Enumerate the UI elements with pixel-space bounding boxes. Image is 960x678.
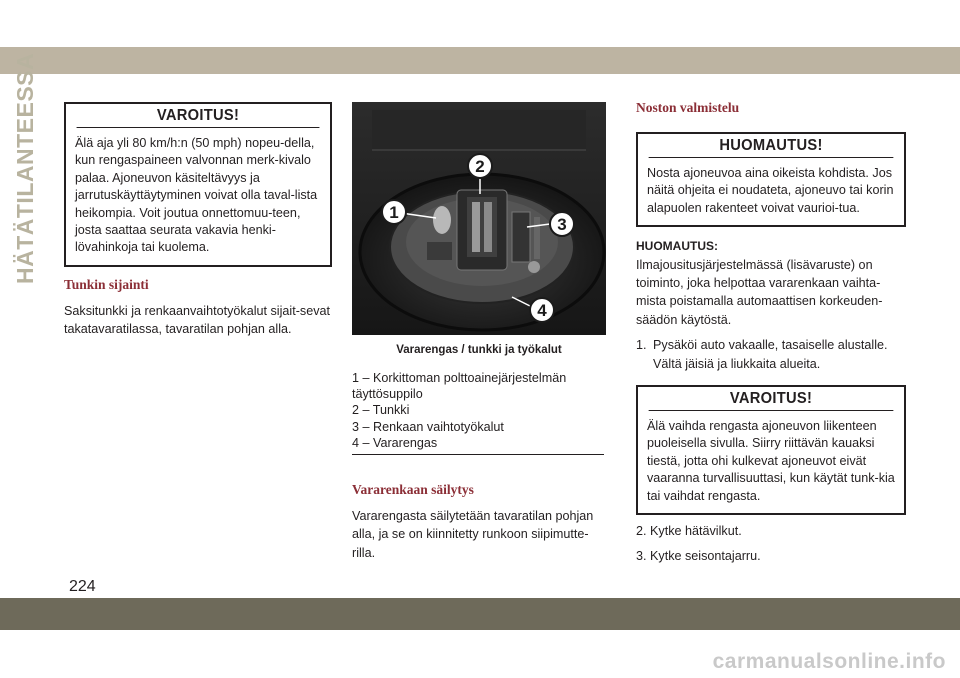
step-3: 3. Kytke seisontajarru. <box>636 548 761 563</box>
notice-title: HUOMAUTUS! <box>649 134 894 158</box>
spare-tire-illustration <box>352 102 606 335</box>
step-1-number: 1. <box>636 338 647 353</box>
callout-2 <box>468 154 492 178</box>
header-band <box>0 47 960 74</box>
jack-location-paragraph: Saksitunkki ja renkaanvaihtotyökalut sijait-sevat takatavaratilassa, tavaratilan pohjan alla. <box>64 303 330 337</box>
watermark: carmanualsonline.info <box>712 650 946 673</box>
section-heading-spare-storage: Vararenkaan säilytys <box>352 482 474 497</box>
svg-text:2: 2 <box>475 157 485 176</box>
legend-item: 3 – Renkaan vaihtotyökalut <box>352 419 504 434</box>
warning-title: VAROITUS! <box>77 104 320 128</box>
step-1-text: Pysäköi auto vakaalle, tasaiselle alustalle. Vältä jäisiä ja liukkaita alueita. <box>653 338 888 371</box>
legend-item: 1 – Korkittoman polttoainejärjestelmän täyttösuppilo <box>352 371 567 402</box>
warning-title-roadside: VAROITUS! <box>649 387 894 411</box>
svg-text:3: 3 <box>557 215 567 234</box>
step-1 <box>636 336 906 373</box>
callout-4 <box>530 298 554 322</box>
section-heading-jack-location: Tunkin sijainti <box>64 276 149 292</box>
page-number: 224 <box>69 578 96 595</box>
warning-box <box>64 102 332 267</box>
column-right <box>636 100 906 565</box>
legend-item: 4 – Vararengas <box>352 435 438 450</box>
callout-1 <box>382 200 406 224</box>
notice-box <box>636 132 906 227</box>
note-text: Ilmajousitusjärjestelmässä (lisävaruste) on toiminto, joka helpottaa vararenkaan vaihta-mista poistamalla automaattisen korkeuden-säädön käytöstä. <box>636 257 883 327</box>
svg-text:4: 4 <box>537 301 547 320</box>
spare-storage-paragraph: Vararengasta säilytetään tavaratilan pohjan alla, ja se on kiinnitetty runkoon siipimutte-rilla. <box>352 509 594 560</box>
legend-item: 2 – Tunkki <box>352 403 410 418</box>
spare-tire-photo <box>352 102 606 335</box>
legend-divider <box>352 454 604 455</box>
figure-legend <box>352 370 606 451</box>
callout-3 <box>550 212 574 236</box>
notice-text: Nosta ajoneuvoa aina oikeista kohdista. Jos näitä ohjeita ei noudateta, ajoneuvo tai korin alapuolen rakenteet voivat vaurioi-tua. <box>647 166 894 215</box>
warning-text-roadside: Älä vaihda rengasta ajoneuvon liikenteen puoleisella sivulla. Siirry riittävän kauaksi tiestä, jotta ohi kulkevat ajoneuvot eivät vaaranna turvallisuuttasi, kun käytät tunk-kia tai vaihdat rengasta. <box>647 419 895 503</box>
svg-text:1: 1 <box>389 203 399 222</box>
section-side-tab: HÄTÄTILANTEESSA <box>12 52 38 284</box>
column-middle <box>352 102 606 572</box>
figure-caption: Vararengas / tunkki ja työkalut <box>396 344 562 356</box>
column-left <box>64 102 332 339</box>
warning-box-roadside <box>636 385 906 515</box>
warning-text: Älä aja yli 80 km/h:n (50 mph) nopeu-della, kun rengaspaineen valvonnan merk-kivalo palaa. Ajoneuvon käsiteltävyys ja jarrutuskäyttäytyminen voivat olla taval-lista heikompia. Voit joutua onnettomuu-teen, josta saattaa seurata vakavia henki-lövahinkoja tai kuolema. <box>75 136 318 255</box>
note-label: HUOMAUTUS: <box>636 239 718 254</box>
section-heading-lift-preparation: Noston valmistelu <box>636 100 740 115</box>
footer-band <box>0 598 960 630</box>
step-2: 2. Kytke hätävilkut. <box>636 524 742 539</box>
